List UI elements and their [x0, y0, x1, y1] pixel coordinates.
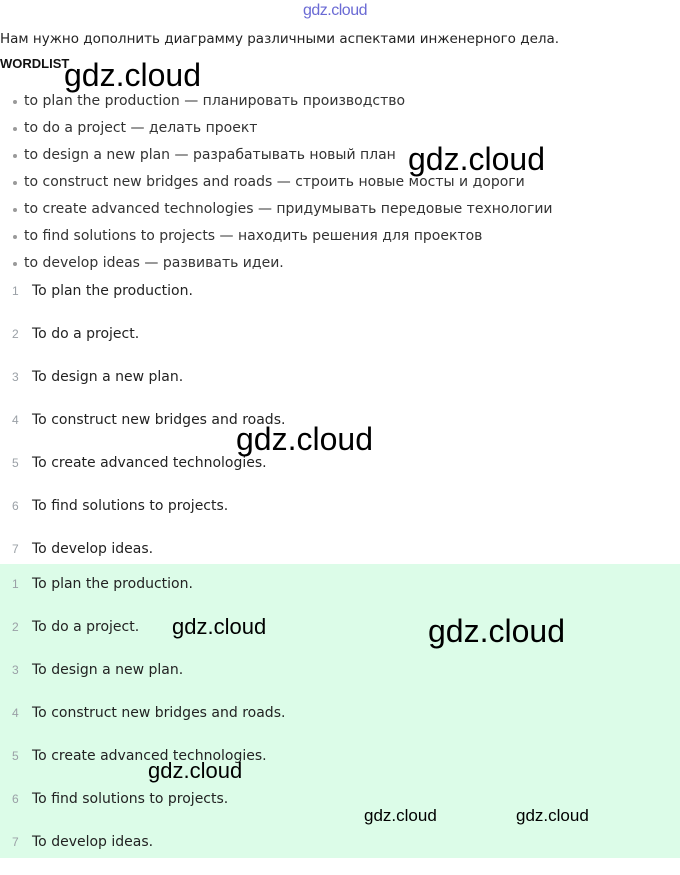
item-text: To design a new plan.	[32, 662, 184, 678]
wordlist-item-text: to do a project — делать проект	[24, 120, 258, 136]
item-text: To find solutions to projects.	[32, 791, 229, 807]
item-number: 6	[12, 499, 19, 513]
bullet-icon	[13, 262, 17, 266]
watermark: gdz.cloud	[172, 614, 267, 639]
item-text: To create advanced technologies.	[32, 455, 267, 471]
list-item	[0, 703, 680, 746]
bullet-icon	[13, 100, 17, 104]
item-text: To create advanced technologies.	[32, 748, 267, 764]
item-number: 1	[12, 284, 19, 298]
item-number: 7	[12, 542, 19, 556]
wordlist-item-text: to construct new bridges and roads — строить новые мосты и дороги	[24, 174, 525, 190]
wordlist-item	[0, 198, 553, 225]
list-item	[0, 281, 680, 324]
watermark: gdz.cloud	[428, 613, 565, 649]
wordlist-item-text: to find solutions to projects — находить решения для проектов	[24, 228, 483, 244]
item-number: 5	[12, 456, 19, 470]
item-number: 3	[12, 370, 19, 384]
item-number: 1	[12, 577, 19, 591]
list-item	[0, 613, 680, 660]
item-number: 2	[12, 327, 19, 341]
watermark: gdz.cloud	[236, 421, 373, 457]
wordlist-item	[0, 252, 553, 279]
bullet-icon	[13, 235, 17, 239]
item-text: To do a project.	[32, 326, 140, 342]
wordlist-item-text: to develop ideas — развивать идеи.	[24, 255, 284, 271]
item-text: To construct new bridges and roads.	[32, 705, 286, 721]
bullet-icon	[13, 181, 17, 185]
item-text: To design a new plan.	[32, 369, 184, 385]
item-number: 4	[12, 706, 19, 720]
wordlist-item-text: to create advanced technologies — придумывать передовые технологии	[24, 201, 553, 217]
wordlist-item	[0, 90, 553, 117]
list-item	[0, 746, 680, 789]
list-item	[0, 660, 680, 703]
wordlist-item	[0, 117, 553, 144]
list-item	[0, 453, 680, 496]
item-number: 6	[12, 792, 19, 806]
watermark: gdz.cloud	[64, 57, 201, 93]
item-text: To plan the production.	[32, 576, 193, 592]
wordlist-heading: WORDLIST	[0, 56, 70, 71]
item-text: To develop ideas.	[32, 834, 154, 850]
site-logo[interactable]: gdz.cloud	[303, 2, 367, 19]
list-item	[0, 367, 680, 410]
bullet-icon	[13, 127, 17, 131]
item-text: To do a project.	[32, 619, 140, 635]
wordlist-item-text: to plan the production — планировать производство	[24, 93, 406, 109]
watermark: gdz.cloud	[408, 141, 545, 177]
watermark: gdz.cloud	[516, 806, 589, 825]
item-text: To find solutions to projects.	[32, 498, 229, 514]
item-number: 5	[12, 749, 19, 763]
wordlist-item-text: to design a new plan — разрабатывать новый план	[24, 147, 396, 163]
list-item	[0, 496, 680, 539]
bullet-icon	[13, 154, 17, 158]
list-item	[0, 324, 680, 367]
list-item	[0, 574, 680, 617]
numbered-list-b	[0, 574, 680, 875]
item-text: To develop ideas.	[32, 541, 154, 557]
list-item	[0, 832, 680, 875]
item-number: 7	[12, 835, 19, 849]
item-number: 4	[12, 413, 19, 427]
wordlist	[0, 90, 553, 279]
item-number: 3	[12, 663, 19, 677]
watermark: gdz.cloud	[148, 758, 243, 783]
watermark: gdz.cloud	[364, 806, 437, 825]
task-instruction: Нам нужно дополнить диаграмму различными аспектами инженерного дела.	[0, 31, 560, 47]
bullet-icon	[13, 208, 17, 212]
item-number: 2	[12, 620, 19, 634]
item-text: To construct new bridges and roads.	[32, 412, 286, 428]
item-text: To plan the production.	[32, 283, 193, 299]
wordlist-item	[0, 225, 553, 252]
